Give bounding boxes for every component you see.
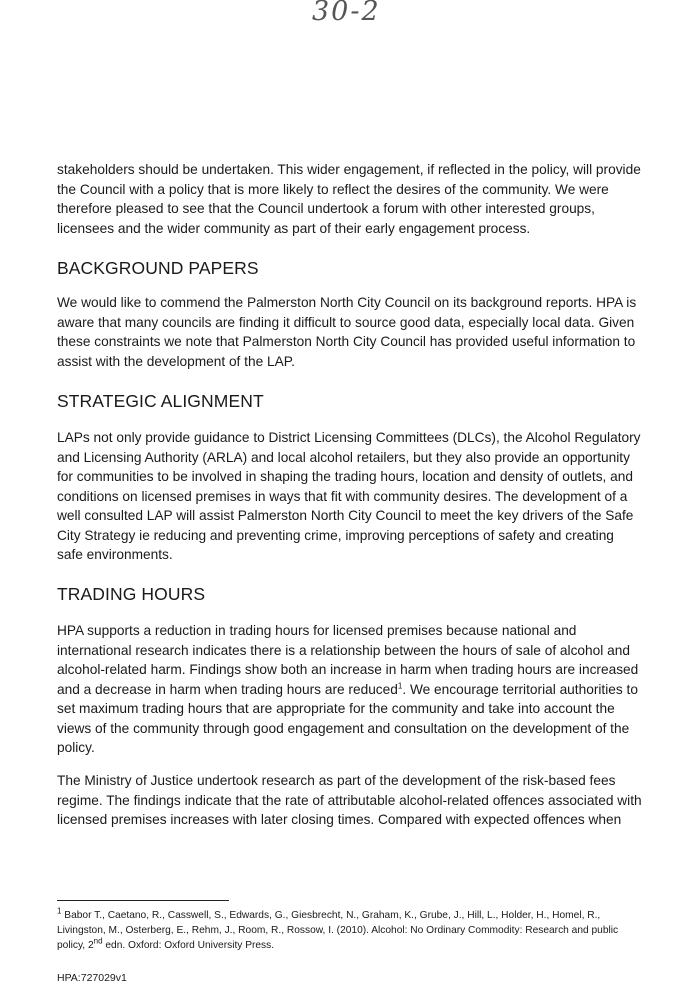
paragraph-background-papers: We would like to commend the Palmerston North City Council on its background reports. HPA is aware that many councils are finding it difficult to source good data, especially local data. Given these constraints we note that Palmerston North City Council has provided useful information to assist with the development of the LAP.	[57, 295, 637, 369]
edition-superscript: nd	[93, 936, 103, 946]
paragraph-text: HPA supports a reduction in trading hours for licensed premises because national and international research indicates there is a relationship between the hours of sale of alcohol and alcohol-related harm. Findings show both an increase in harm when trading hours are increased and a decrease in harm when trading hours are reduced	[57, 623, 639, 697]
footnote-reference[interactable]: 1	[397, 680, 403, 690]
footnote-divider	[57, 900, 229, 901]
footnote-text: Babor T., Caetano, R., Casswell, S., Edwards, G., Giesbrecht, N., Graham, K., Grube, J., Hill, L., Holder, H., Homel, R., Livingston, M., Osterberg, E., Rehm, J., Room, R., Rossow, I. (2010). Alcohol: No Ordinary Commodity: Research and public policy, 2	[57, 910, 619, 951]
handwritten-page-number: 30-2	[312, 0, 381, 27]
heading-background-papers: BACKGROUND PAPERS	[57, 258, 259, 278]
paragraph-text: . We encourage territorial authorities to set maximum trading hours that are appropriate for the community and take into account the views of the community through good engagement and consultation on the development of the policy.	[57, 681, 638, 755]
paragraph-strategic-alignment: LAPs not only provide guidance to District Licensing Committees (DLCs), the Alcohol Regulatory and Licensing Authority (ARLA) and local alcohol retailers, but they also provide an opportunity for communities to be involved in shaping the trading hours, location and density of outlets, and conditions on licensed premises in ways that fit with community desires. The development of a well consulted LAP will assist Palmerston North City Council to meet the key drivers of the Safe City Strategy ie reducing and preventing crime, improving perceptions of safety and creating safe environments.	[57, 430, 641, 562]
footnote-text: edn. Oxford: Oxford University Press.	[102, 940, 275, 951]
footnote	[57, 908, 642, 953]
paragraph-stakeholder-engagement: stakeholders should be undertaken. This wider engagement, if reflected in the policy, will provide the Council with a policy that is more likely to reflect the desires of the community. We were therefore pleased to see that the Council undertook a forum with other interested groups, licensees and the wider community as part of their early engagement process.	[57, 162, 641, 236]
paragraph-ministry-of-justice: The Ministry of Justice undertook research as part of the development of the risk-based fees regime. The findings indicate that the rate of attributable alcohol-related offences associated with licensed premises increases with later closing times. Compared with expected offences when	[57, 773, 642, 827]
footnote-number: 1	[57, 906, 62, 916]
heading-strategic-alignment: STRATEGIC ALIGNMENT	[57, 391, 264, 411]
document-id: HPA:727029v1	[57, 972, 127, 984]
paragraph-trading-hours	[57, 621, 642, 758]
heading-trading-hours: TRADING HOURS	[57, 584, 206, 604]
